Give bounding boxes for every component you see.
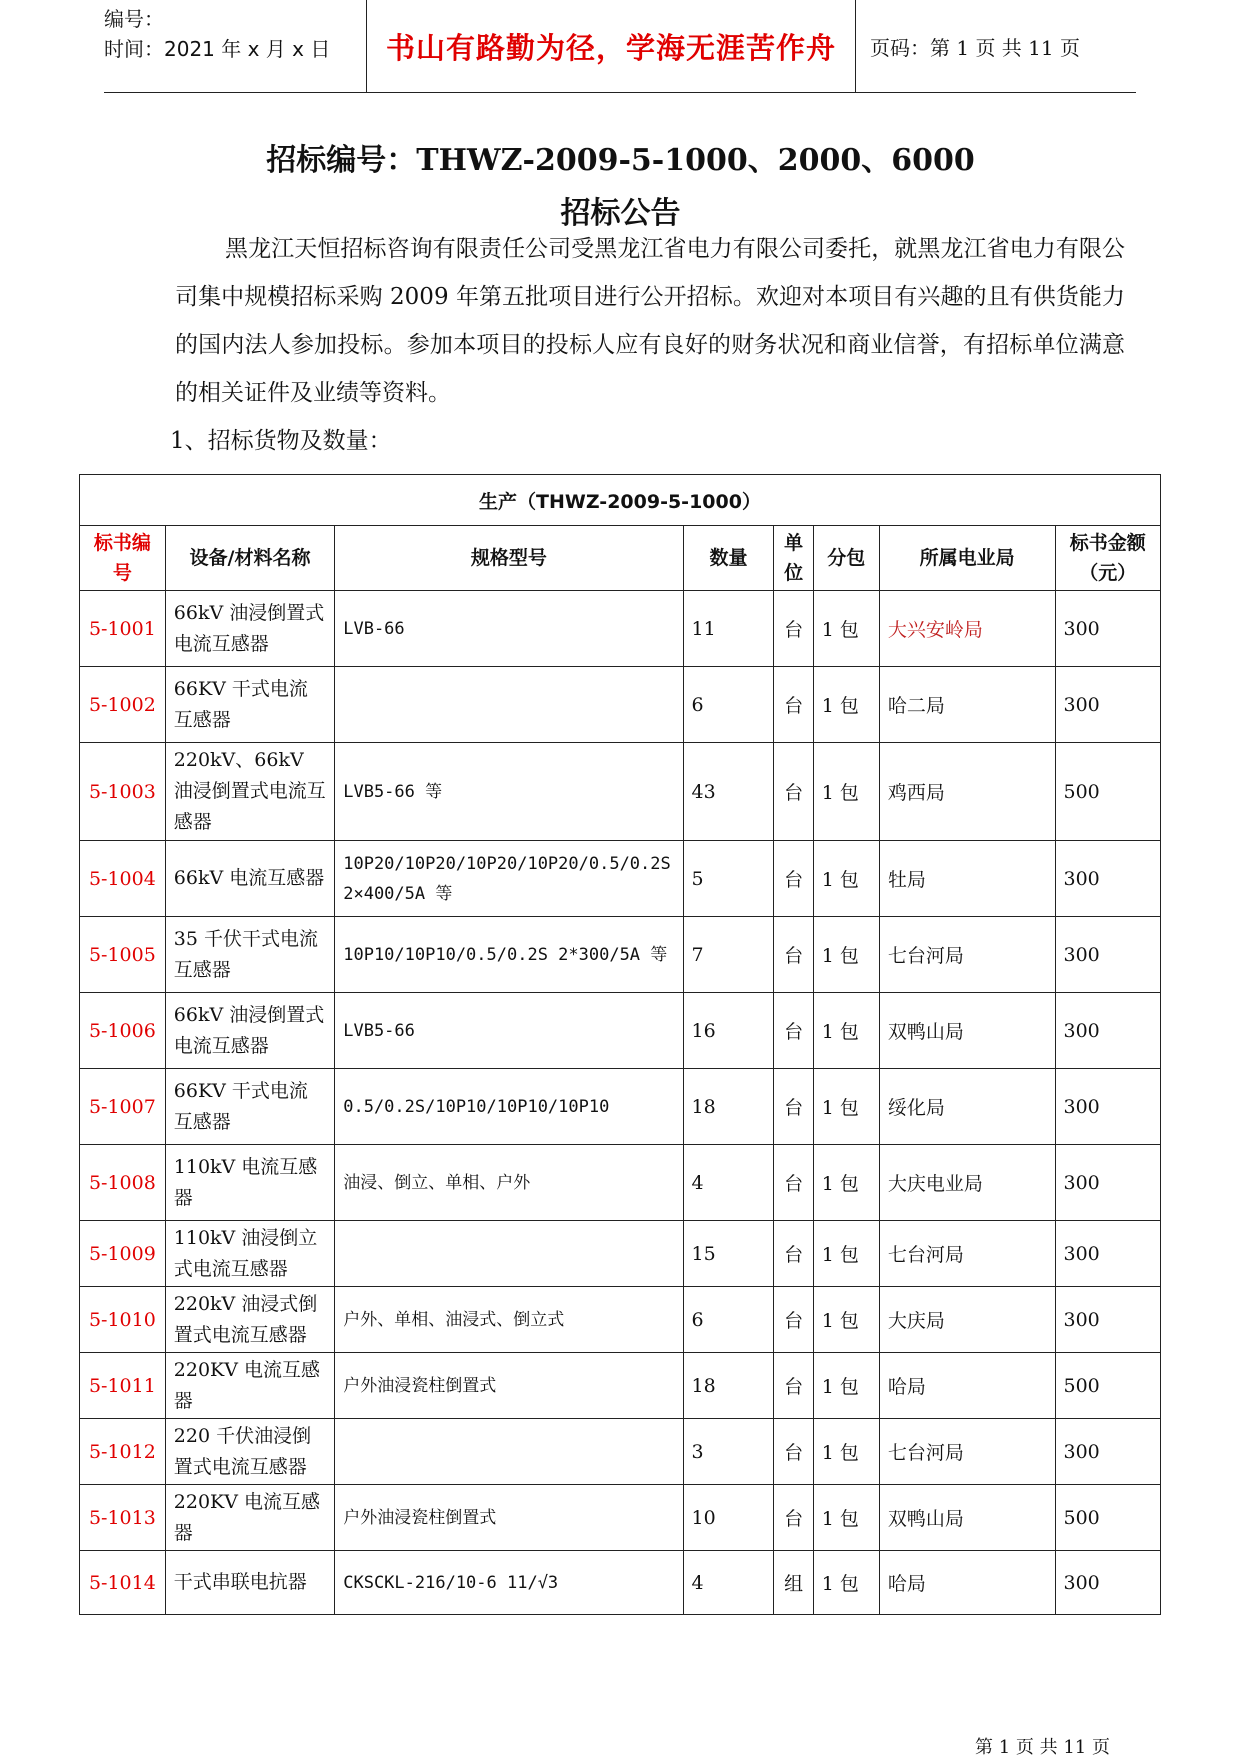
section-heading: 1、招标货物及数量： [170,428,392,454]
table-row [80,1485,1161,1551]
row-unit: 台 [774,1485,813,1551]
row-name: 220kV 油浸式倒置式电流互感器 [165,1287,334,1353]
row-spec [335,1419,683,1485]
row-spec: 户外油浸瓷柱倒置式 [335,1485,683,1551]
row-qty: 10 [683,1485,774,1551]
row-qty: 15 [683,1221,774,1287]
row-code: 5-1008 [80,1145,166,1221]
row-bureau: 大兴安岭局 [879,591,1055,667]
row-spec [335,667,683,743]
row-name: 66kV 油浸倒置式电流互感器 [165,993,334,1069]
row-unit: 台 [774,1069,813,1145]
row-package: 1 包 [813,1287,879,1353]
header-page-info: 页码：第 1 页 共 11 页 [870,35,1080,60]
intro-paragraph: 黑龙江天恒招标咨询有限责任公司受黑龙江省电力有限公司委托，就黑龙江省电力有限公司集中规模招标采购 2009 年第五批项目进行公开招标。欢迎对本项目有兴趣的且有供货能力的国内法人参加投标。参加本项目的投标人应有良好的财务状况和商业信誉，有招标单位满意的相关证件及业绩等资料。 [175,236,1125,406]
row-qty: 18 [683,1069,774,1145]
table-row [80,917,1161,993]
row-unit: 台 [774,1353,813,1419]
document-title: 招标编号：THWZ-2009-5-1000、2000、6000 [266,143,975,178]
row-unit: 台 [774,841,813,917]
header-qty: 数量 [683,526,774,591]
row-package: 1 包 [813,993,879,1069]
row-package: 1 包 [813,1145,879,1221]
row-amount: 300 [1055,667,1161,743]
header-meta [104,0,367,92]
table-row [80,1221,1161,1287]
table-row [80,1145,1161,1221]
row-name: 110kV 油浸倒立式电流互感器 [165,1221,334,1287]
row-package: 1 包 [813,1353,879,1419]
row-spec: LVB-66 [335,591,683,667]
table-header-row [80,526,1161,591]
row-qty: 4 [683,1145,774,1221]
table-row [80,1353,1161,1419]
row-unit: 台 [774,1419,813,1485]
row-amount: 300 [1055,1221,1161,1287]
table-row [80,1287,1161,1353]
row-name: 66kV 电流互感器 [165,841,334,917]
row-code: 5-1011 [80,1353,166,1419]
row-package: 1 包 [813,917,879,993]
row-bureau: 七台河局 [879,1221,1055,1287]
table-body [80,591,1161,1615]
row-bureau: 绥化局 [879,1069,1055,1145]
row-bureau: 七台河局 [879,917,1055,993]
row-code: 5-1004 [80,841,166,917]
row-unit: 台 [774,993,813,1069]
header-motto: 书山有路勤为径，学海无涯苦作舟 [367,0,856,92]
row-unit: 台 [774,667,813,743]
row-qty: 6 [683,667,774,743]
row-bureau: 大庆电业局 [879,1145,1055,1221]
row-bureau: 哈局 [879,1551,1055,1615]
row-name: 66KV 干式电流互感器 [165,667,334,743]
row-unit: 台 [774,591,813,667]
row-code: 5-1002 [80,667,166,743]
row-name: 220 千伏油浸倒置式电流互感器 [165,1419,334,1485]
row-unit: 组 [774,1551,813,1615]
row-spec: CKSCKL-216/10-6 11/√3 [335,1551,683,1615]
table-row [80,591,1161,667]
row-spec: 0.5/0.2S/10P10/10P10/10P10 [335,1069,683,1145]
row-code: 5-1006 [80,993,166,1069]
row-qty: 4 [683,1551,774,1615]
page-header [104,0,1136,93]
header-amount: 标书金额（元） [1055,526,1161,591]
row-name: 110kV 电流互感器 [165,1145,334,1221]
row-package: 1 包 [813,1485,879,1551]
row-bureau: 哈二局 [879,667,1055,743]
row-amount: 500 [1055,743,1161,841]
row-name: 35 千伏干式电流互感器 [165,917,334,993]
row-bureau: 哈局 [879,1353,1055,1419]
header-spec: 规格型号 [335,526,683,591]
page-footer: 第 1 页 共 11 页 [975,1737,1110,1758]
row-spec [335,1221,683,1287]
row-package: 1 包 [813,743,879,841]
row-qty: 16 [683,993,774,1069]
table-row [80,1069,1161,1145]
row-package: 1 包 [813,591,879,667]
header-package: 分包 [813,526,879,591]
row-bureau: 鸡西局 [879,743,1055,841]
table-row [80,667,1161,743]
row-spec: LVB5-66 [335,993,683,1069]
row-qty: 6 [683,1287,774,1353]
row-package: 1 包 [813,1419,879,1485]
row-amount: 300 [1055,1419,1161,1485]
row-amount: 500 [1055,1353,1161,1419]
row-qty: 18 [683,1353,774,1419]
row-amount: 300 [1055,993,1161,1069]
row-name: 220kV、66kV 油浸倒置式电流互感器 [165,743,334,841]
row-amount: 300 [1055,917,1161,993]
row-code: 5-1005 [80,917,166,993]
row-spec: 10P10/10P10/0.5/0.2S 2*300/5A 等 [335,917,683,993]
row-code: 5-1001 [80,591,166,667]
row-package: 1 包 [813,841,879,917]
row-package: 1 包 [813,1221,879,1287]
row-amount: 300 [1055,591,1161,667]
row-amount: 300 [1055,1145,1161,1221]
header-name: 设备/材料名称 [165,526,334,591]
row-bureau: 大庆局 [879,1287,1055,1353]
table-row [80,1419,1161,1485]
row-amount: 300 [1055,841,1161,917]
table-row [80,993,1161,1069]
document-subtitle: 招标公告 [560,196,681,231]
table-caption: 生产（THWZ-2009-5-1000） [80,475,1161,526]
table-row [80,1551,1161,1615]
header-code: 标书编号 [80,526,166,591]
row-amount: 300 [1055,1069,1161,1145]
row-name: 干式串联电抗器 [165,1551,334,1615]
row-name: 220KV 电流互感器 [165,1353,334,1419]
row-qty: 43 [683,743,774,841]
row-bureau: 七台河局 [879,1419,1055,1485]
row-code: 5-1012 [80,1419,166,1485]
row-package: 1 包 [813,1551,879,1615]
row-code: 5-1010 [80,1287,166,1353]
row-spec: LVB5-66 等 [335,743,683,841]
row-spec: 10P20/10P20/10P20/10P20/0.5/0.2S 2×400/5A 等 [335,841,683,917]
row-bureau: 双鸭山局 [879,1485,1055,1551]
row-code: 5-1007 [80,1069,166,1145]
row-qty: 3 [683,1419,774,1485]
row-bureau: 牡局 [879,841,1055,917]
row-code: 5-1013 [80,1485,166,1551]
table-row [80,743,1161,841]
row-spec: 户外、单相、油浸式、倒立式 [335,1287,683,1353]
header-unit: 单位 [774,526,813,591]
row-unit: 台 [774,1287,813,1353]
row-spec: 油浸、倒立、单相、户外 [335,1145,683,1221]
table-row [80,841,1161,917]
header-number-label: 编号： [104,7,164,31]
row-qty: 5 [683,841,774,917]
row-amount: 500 [1055,1485,1161,1551]
row-qty: 11 [683,591,774,667]
row-amount: 300 [1055,1287,1161,1353]
row-code: 5-1003 [80,743,166,841]
row-code: 5-1014 [80,1551,166,1615]
row-bureau: 双鸭山局 [879,993,1055,1069]
header-bureau: 所属电业局 [879,526,1055,591]
row-name: 66KV 干式电流互感器 [165,1069,334,1145]
row-name: 66kV 油浸倒置式电流互感器 [165,591,334,667]
row-qty: 7 [683,917,774,993]
row-unit: 台 [774,1221,813,1287]
row-amount: 300 [1055,1551,1161,1615]
row-code: 5-1009 [80,1221,166,1287]
row-unit: 台 [774,1145,813,1221]
goods-table [79,474,1161,1615]
row-unit: 台 [774,743,813,841]
row-name: 220KV 电流互感器 [165,1485,334,1551]
row-package: 1 包 [813,667,879,743]
row-spec: 户外油浸瓷柱倒置式 [335,1353,683,1419]
row-unit: 台 [774,917,813,993]
header-time-label: 时间：2021 年 x 月 x 日 [104,37,331,61]
row-package: 1 包 [813,1069,879,1145]
